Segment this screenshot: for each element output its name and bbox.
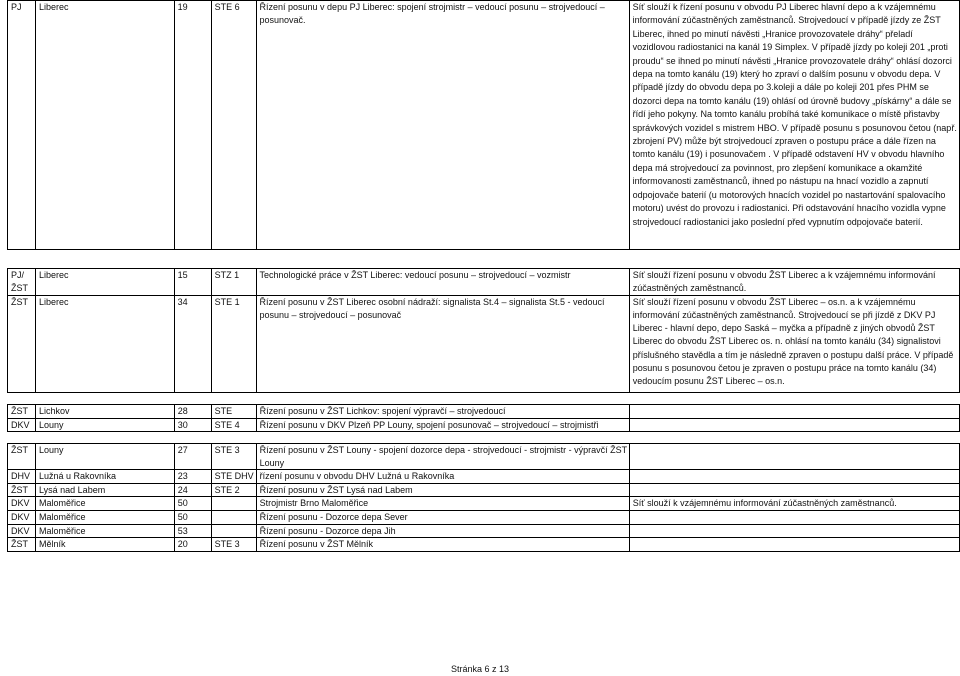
note-cell: Síť slouží k řízení posunu v obvodu PJ Liberec hlavní depo a k vzájemnému informování zúčastněných zaměstnanců. Strojvedoucí v případě jízdy ze ŽST Liberec, ihned po minutí návěsti „Hranice provozovatele dráhy“ přeladí vozidlovou radiostanici na kanál 19 Simplex. V případě jízdy po koleji 201 „proti proudu“ se ihned po minutí návěsti „Hranice provozovatele dráhy“ ohlásí dozorci depa na tomto kanálu (19) který ho zpraví o dalším posunu v obvodu depa. V případě jízdy do obvodu depa po 3.koleji a dále po koleji 201 přes PHM se dozorci depa na tomto kanálu (19) ohlásí od úrovně budovy „pískárny“ a dále se řídí jeho pokyny. Na tomto kanálu probíhá také komunikace o místě přistavby správkových vozidel s mistrem HBO. V případě posunu s posunovou četou (např. zbrojení PV) může být strojvedoucí zpraven o postupu práce a dále řízen na tomto kanálu (19) i posunovačem . V případě odstavení HV v obvodu hlavního depa má strojvedoucí za povinnost, pro zlepšení komunikace a okamžité informovanosti zaměstnanců, ihned po nástupu na hnací vozidlo a zapnutí odpojovače baterií (u motorových hnacích vozidel po nastartování spalovacího motoru) uvést do provozu i radiostanici. Při odstavování hnacího vozidla vypne strojvedoucí radiostanici jako poslední před vypnutím odpojovače baterií. (629, 1, 959, 250)
place-cell: Lysá nad Labem (35, 483, 174, 497)
table-row (8, 269, 960, 296)
place-cell: Liberec (35, 269, 174, 296)
station-cell: STE 3 (211, 538, 256, 552)
place-cell: Louny (35, 444, 174, 470)
type-cell: DKV (8, 418, 36, 432)
note-cell (629, 405, 959, 419)
channel-cell: 24 (174, 483, 211, 497)
station-cell: STE 4 (211, 418, 256, 432)
note-cell (629, 538, 959, 552)
place-cell: Mělník (35, 538, 174, 552)
channel-cell: 53 (174, 524, 211, 538)
note-cell: Síť slouží řízení posunu v obvodu ŽST Liberec – os.n. a k vzájemnému informování zúčastněných zaměstnanců. Strojvedoucí se při jízdě z DKV PJ Liberec - hlavní depo, depo Saská – myčka a případně z jiných obvodů ŽST Liberec do obvodu ŽST Liberec os. n. ohlásí na tomto kanálu (34) signalistovi příslušného stavědla a tím je následně zpraven o postupu další práce. V případě posunu s posunovou četou je zpraven o postupu práce na tomto kanálu (34) vedoucím posunu ŽST Liberec – os.n. (629, 296, 959, 393)
place-cell: Maloměřice (35, 497, 174, 511)
station-cell (211, 524, 256, 538)
channel-cell: 30 (174, 418, 211, 432)
purpose-cell: Řízení posunu v ŽST Louny - spojení dozorce depa - strojvedoucí - strojmistr - výpravčí ŽST Louny (256, 444, 629, 470)
type-cell: PJ (8, 1, 36, 250)
station-cell: STZ 1 (211, 269, 256, 296)
purpose-cell: Řízení posunu v DKV Plzeň PP Louny, spojení posunovač – strojvedoucí – strojmistři (256, 418, 629, 432)
channel-cell: 50 (174, 510, 211, 524)
note-cell: Síť slouží k vzájemnému informování zúčastněných zaměstnanců. (629, 497, 959, 511)
table-row (8, 524, 960, 538)
note-cell (629, 524, 959, 538)
type-cell: ŽST (8, 483, 36, 497)
channel-cell: 34 (174, 296, 211, 393)
table-row (8, 418, 960, 432)
table-row (8, 470, 960, 484)
station-cell: STE 6 (211, 1, 256, 250)
purpose-cell: Řízení posunu - Dozorce depa Jih (256, 524, 629, 538)
type-cell: ŽST (8, 296, 36, 393)
table-row (8, 444, 960, 470)
type-cell: ŽST (8, 405, 36, 419)
radio-network-table-2 (7, 268, 960, 393)
channel-cell: 19 (174, 1, 211, 250)
purpose-cell: Technologické práce v ŽST Liberec: vedoucí posunu – strojvedoucí – vozmistr (256, 269, 629, 296)
radio-network-table-4 (7, 443, 960, 552)
place-cell: Lužná u Rakovníka (35, 470, 174, 484)
station-cell: STE 2 (211, 483, 256, 497)
table-row (8, 1, 960, 250)
place-cell: Maloměřice (35, 510, 174, 524)
note-cell: Síť slouží řízení posunu v obvodu ŽST Liberec a k vzájemnému informování zúčastněných zaměstnanců. (629, 269, 959, 296)
table-row (8, 405, 960, 419)
type-cell: DKV (8, 510, 36, 524)
place-cell: Louny (35, 418, 174, 432)
place-cell: Lichkov (35, 405, 174, 419)
table-row (8, 538, 960, 552)
note-cell (629, 483, 959, 497)
page-number: Stránka 6 z 13 (450, 664, 510, 674)
station-cell: STE (211, 405, 256, 419)
purpose-cell: řízení posunu v obvodu DHV Lužná u Rakovníka (256, 470, 629, 484)
channel-cell: 28 (174, 405, 211, 419)
channel-cell: 23 (174, 470, 211, 484)
place-cell: Liberec (35, 1, 174, 250)
note-cell (629, 470, 959, 484)
channel-cell: 27 (174, 444, 211, 470)
purpose-cell: Řízení posunu v ŽST Lichkov: spojení výpravčí – strojvedoucí (256, 405, 629, 419)
place-cell: Maloměřice (35, 524, 174, 538)
type-cell: ŽST (8, 444, 36, 470)
station-cell (211, 497, 256, 511)
table-row (8, 497, 960, 511)
station-cell (211, 510, 256, 524)
note-cell (629, 510, 959, 524)
purpose-cell: Řízení posunu v ŽST Lysá nad Labem (256, 483, 629, 497)
type-cell: DHV (8, 470, 36, 484)
station-cell: STE DHV (211, 470, 256, 484)
purpose-cell: Řízení posunu v depu PJ Liberec: spojení strojmistr – vedoucí posunu – strojvedoucí – posunovač. (256, 1, 629, 250)
table-row (8, 483, 960, 497)
radio-network-table-3 (7, 404, 960, 432)
type-cell: ŽST (8, 538, 36, 552)
place-cell: Liberec (35, 296, 174, 393)
note-cell (629, 444, 959, 470)
purpose-cell: Řízení posunu v ŽST Liberec osobní nádraží: signalista St.4 – signalista St.5 - vedoucí posunu – strojvedoucí – posunovač (256, 296, 629, 393)
type-cell: PJ/ŽST (8, 269, 36, 296)
radio-network-table-1 (7, 0, 960, 250)
table-row (8, 510, 960, 524)
station-cell: STE 3 (211, 444, 256, 470)
channel-cell: 15 (174, 269, 211, 296)
purpose-cell: Strojmistr Brno Maloměřice (256, 497, 629, 511)
type-cell: DKV (8, 524, 36, 538)
type-cell: DKV (8, 497, 36, 511)
channel-cell: 50 (174, 497, 211, 511)
purpose-cell: Řízení posunu - Dozorce depa Sever (256, 510, 629, 524)
station-cell: STE 1 (211, 296, 256, 393)
channel-cell: 20 (174, 538, 211, 552)
purpose-cell: Řízení posunu v ŽST Mělník (256, 538, 629, 552)
table-row (8, 296, 960, 393)
note-cell (629, 418, 959, 432)
